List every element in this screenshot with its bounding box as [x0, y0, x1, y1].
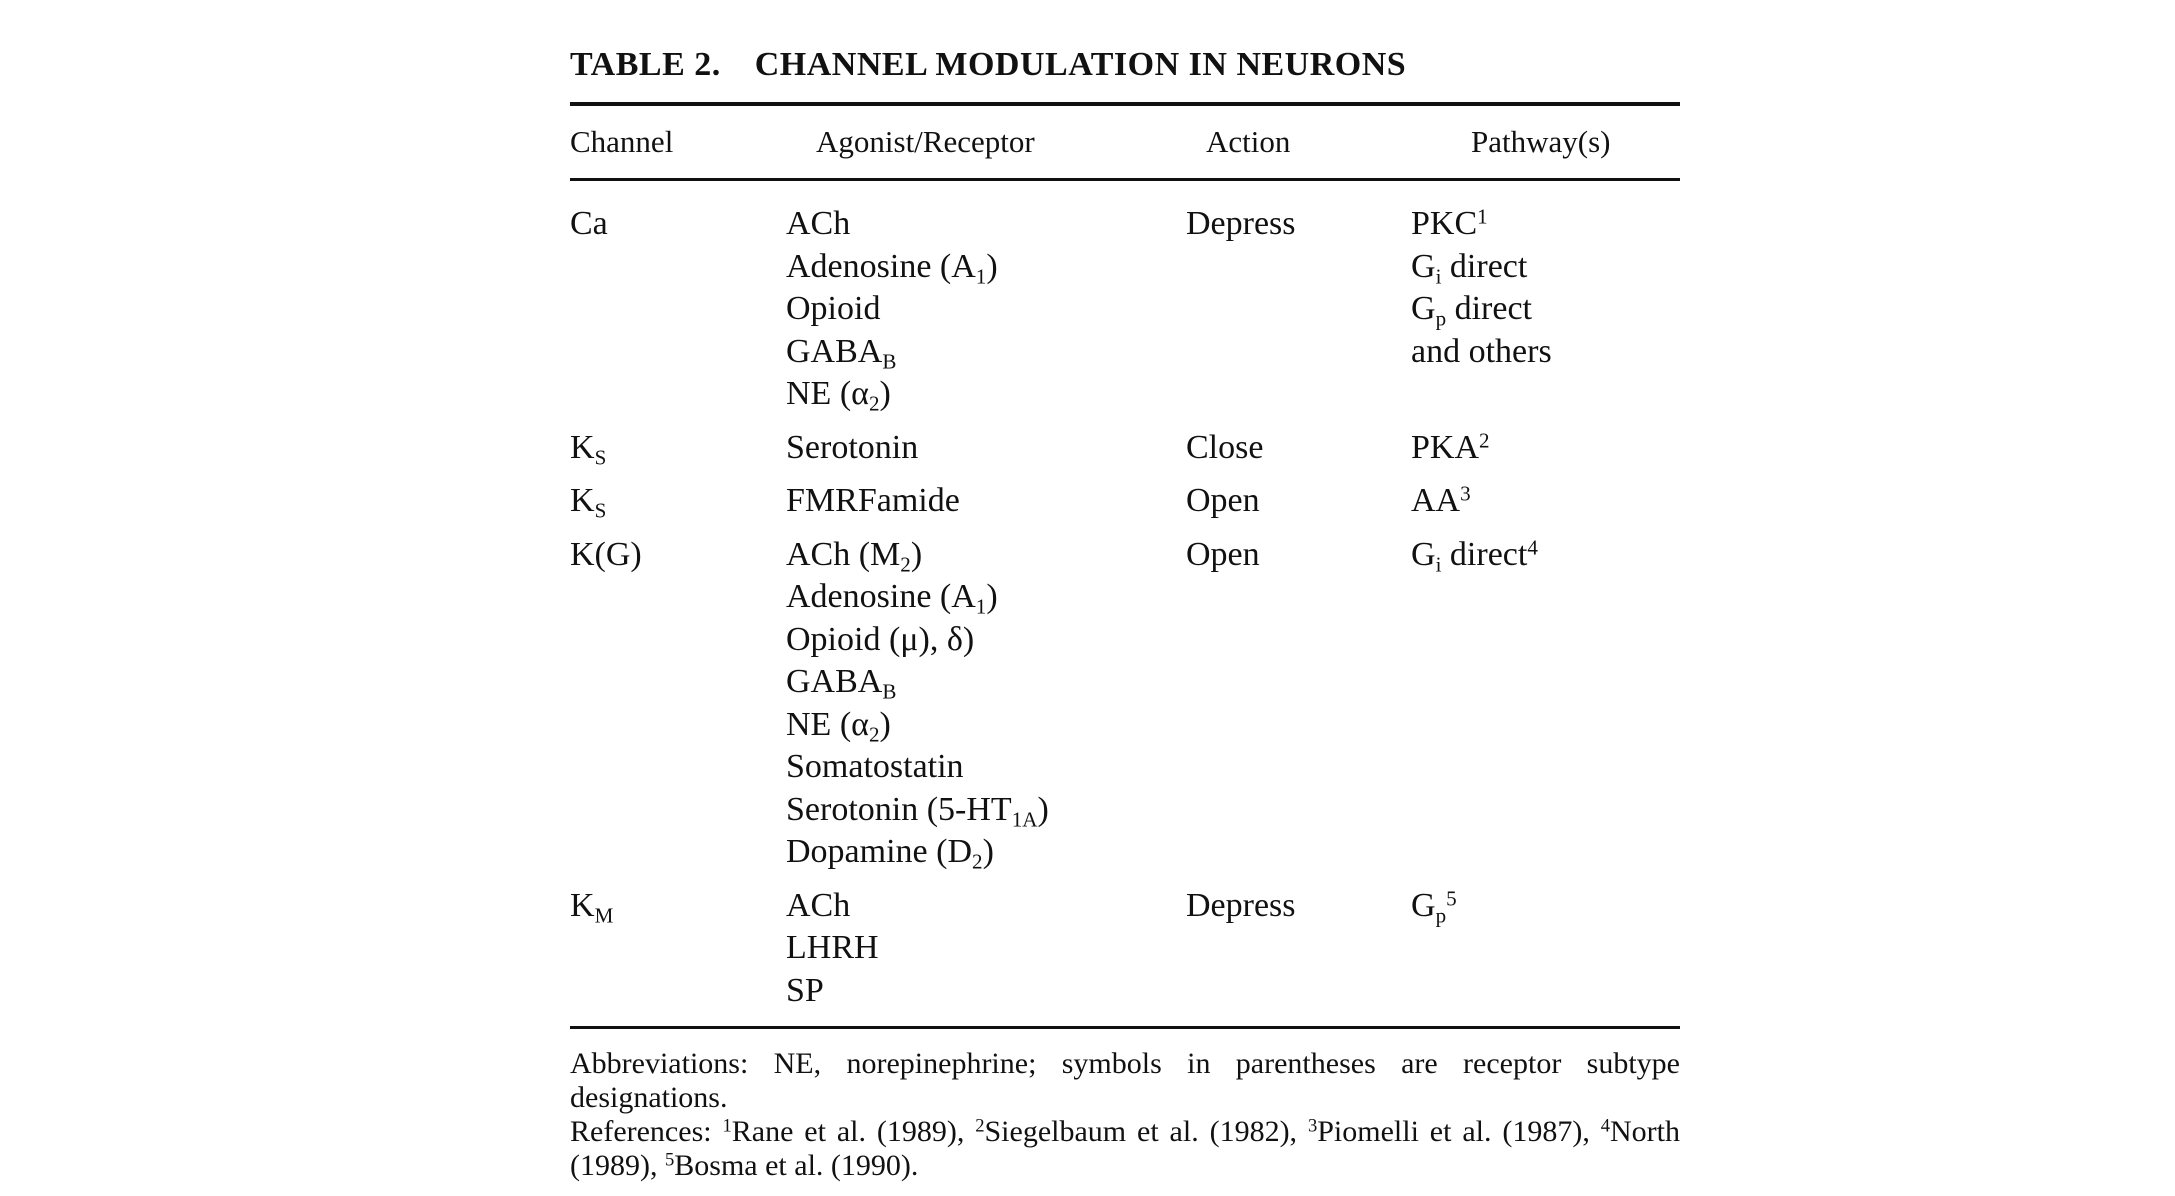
channel-subscript: S — [594, 498, 607, 523]
pathway-subscript: p — [1435, 306, 1447, 331]
channel-label: K — [570, 428, 595, 466]
pathway-item — [1411, 480, 1680, 523]
pathway-name: PKC — [1411, 205, 1478, 242]
agonist-item — [786, 927, 1186, 970]
agonist-name: Adenosine (A — [786, 247, 976, 285]
reference-number: 3 — [1307, 1115, 1318, 1137]
table-title — [570, 40, 1680, 90]
agonist-name: FMRFamide — [786, 482, 960, 519]
pathway-item — [1411, 885, 1680, 928]
pathway-rest: direct — [1441, 247, 1528, 285]
reference-citation: North (1989), — [570, 1115, 1681, 1182]
agonist-item — [786, 746, 1186, 789]
cell-agonists — [786, 534, 1186, 874]
pathway-item — [1411, 427, 1680, 470]
reference-number: 4 — [1600, 1115, 1611, 1137]
cell-channel — [570, 885, 786, 1013]
agonist-name: ACh — [786, 205, 851, 242]
table-row — [570, 203, 1680, 416]
references-note — [570, 1115, 1680, 1183]
pathway-name: G — [1411, 535, 1436, 573]
agonist-name: ACh (M — [786, 535, 901, 573]
agonist-item — [786, 480, 1186, 523]
cell-channel — [570, 427, 786, 470]
agonist-item — [786, 619, 1186, 662]
agonist-subscript: 2 — [972, 849, 983, 874]
header-agonist-receptor: Agonist/Receptor — [816, 124, 1035, 159]
agonist-item — [786, 427, 1186, 470]
cell-channel — [570, 480, 786, 523]
channel-subscript: S — [594, 444, 607, 469]
pathway-item — [1411, 288, 1680, 331]
table-row — [570, 480, 1680, 523]
agonist-subscript: 2 — [868, 721, 880, 746]
agonist-item — [786, 203, 1186, 246]
agonist-item — [786, 534, 1186, 577]
pathway-name: G — [1411, 290, 1436, 327]
pathway-name: and others — [1411, 332, 1552, 370]
pathway-rest: direct — [1446, 290, 1533, 327]
agonist-name: Opioid (μ), δ) — [786, 620, 975, 658]
cell-action: Depress — [1186, 205, 1296, 242]
pathway-item — [1411, 246, 1680, 289]
table-number: TABLE 2. — [570, 46, 721, 83]
cell-action: Depress — [1186, 886, 1296, 924]
cell-pathways — [1411, 203, 1680, 416]
agonist-name: Opioid — [786, 290, 881, 327]
pathway-name: AA — [1411, 482, 1461, 519]
abbreviations-note: Abbreviations: NE, norepinephrine; symbols in parentheses are receptor subtype designations. — [570, 1047, 1680, 1114]
agonist-item — [786, 704, 1186, 747]
agonist-suffix: ) — [879, 705, 891, 743]
agonist-subscript: 2 — [868, 391, 880, 416]
cell-action: Open — [1186, 535, 1260, 573]
agonist-subscript: B — [882, 348, 897, 373]
cell-pathways — [1411, 427, 1680, 470]
agonist-subscript: 1A — [1011, 806, 1038, 831]
agonist-name: GABA — [786, 663, 883, 700]
agonist-name: LHRH — [786, 929, 879, 966]
table-footnotes — [570, 1029, 1680, 1183]
reference-marker: 3 — [1460, 481, 1471, 506]
reference-marker: 5 — [1446, 885, 1457, 910]
table-caption: CHANNEL MODULATION IN NEURONS — [754, 46, 1407, 83]
cell-channel — [570, 534, 786, 874]
table-figure — [570, 40, 1680, 1183]
pathway-subscript: i — [1435, 551, 1442, 576]
agonist-item — [786, 885, 1186, 928]
reference-citation: Siegelbaum et al. (1982), — [984, 1115, 1308, 1148]
header-pathways: Pathway(s) — [1471, 124, 1611, 159]
header-channel: Channel — [570, 124, 674, 159]
table-row — [570, 885, 1680, 1013]
cell-pathways — [1411, 885, 1680, 1013]
agonist-item — [786, 831, 1186, 874]
agonist-name: Somatostatin — [786, 748, 964, 785]
agonist-suffix: ) — [982, 833, 994, 870]
agonist-name: Adenosine (A — [786, 578, 976, 615]
agonist-subscript: B — [882, 679, 897, 704]
reference-citation: Bosma et al. (1990). — [674, 1149, 919, 1182]
reference-marker: 1 — [1477, 204, 1488, 229]
cell-agonists — [786, 885, 1186, 1013]
agonist-name: SP — [786, 971, 824, 1009]
reference-number: 2 — [975, 1115, 985, 1137]
agonist-item — [786, 970, 1186, 1013]
table-row — [570, 427, 1680, 470]
pathway-subscript: p — [1435, 902, 1447, 927]
pathway-subscript: i — [1435, 263, 1442, 288]
channel-label: K — [570, 482, 595, 519]
agonist-suffix: ) — [986, 578, 998, 615]
pathway-item — [1411, 331, 1680, 374]
pathway-rest: direct — [1441, 535, 1528, 573]
cell-agonists — [786, 427, 1186, 470]
reference-citation: Rane et al. (1989), — [731, 1115, 976, 1148]
cell-pathways — [1411, 534, 1680, 874]
reference-number: 5 — [664, 1149, 675, 1171]
agonist-name: NE (α — [786, 705, 869, 743]
agonist-item — [786, 373, 1186, 416]
reference-marker: 4 — [1527, 534, 1538, 559]
agonist-item — [786, 246, 1186, 289]
cell-channel — [570, 203, 786, 416]
agonist-item — [786, 576, 1186, 619]
agonist-subscript: 1 — [975, 594, 987, 619]
channel-subscript: M — [594, 902, 614, 927]
agonist-name: Dopamine (D — [786, 833, 973, 870]
agonist-subscript: 1 — [975, 263, 987, 288]
agonist-suffix: ) — [986, 247, 998, 285]
references-label: References: — [570, 1115, 723, 1148]
table-header-row — [570, 106, 1680, 178]
reference-number: 1 — [722, 1115, 732, 1137]
agonist-name: Serotonin — [786, 428, 919, 466]
agonist-subscript: 2 — [900, 551, 911, 576]
table-row — [570, 534, 1680, 874]
agonist-name: NE (α — [786, 375, 869, 412]
agonist-name: GABA — [786, 332, 883, 370]
agonist-item — [786, 789, 1186, 832]
agonist-suffix: ) — [1037, 790, 1049, 828]
pathway-name: G — [1411, 247, 1436, 285]
cell-agonists — [786, 480, 1186, 523]
pathway-item — [1411, 534, 1680, 577]
agonist-name: Serotonin (5-HT — [786, 790, 1012, 828]
channel-label: K(G) — [570, 535, 642, 573]
cell-action: Close — [1186, 428, 1264, 466]
agonist-item — [786, 331, 1186, 374]
channel-label: Ca — [570, 205, 608, 242]
pathway-name: G — [1411, 886, 1436, 924]
reference-marker: 2 — [1479, 427, 1490, 452]
agonist-item — [786, 661, 1186, 704]
table-body — [570, 181, 1680, 1026]
reference-citation: Piomelli et al. (1987), — [1317, 1115, 1601, 1148]
header-action: Action — [1206, 124, 1291, 159]
pathway-name: PKA — [1411, 428, 1480, 466]
agonist-suffix: ) — [910, 535, 923, 573]
pathway-item — [1411, 203, 1680, 246]
channel-label: K — [570, 886, 595, 924]
cell-action: Open — [1186, 482, 1260, 519]
agonist-item — [786, 288, 1186, 331]
cell-agonists — [786, 203, 1186, 416]
agonist-name: ACh — [786, 886, 851, 924]
agonist-suffix: ) — [879, 375, 891, 412]
cell-pathways — [1411, 480, 1680, 523]
